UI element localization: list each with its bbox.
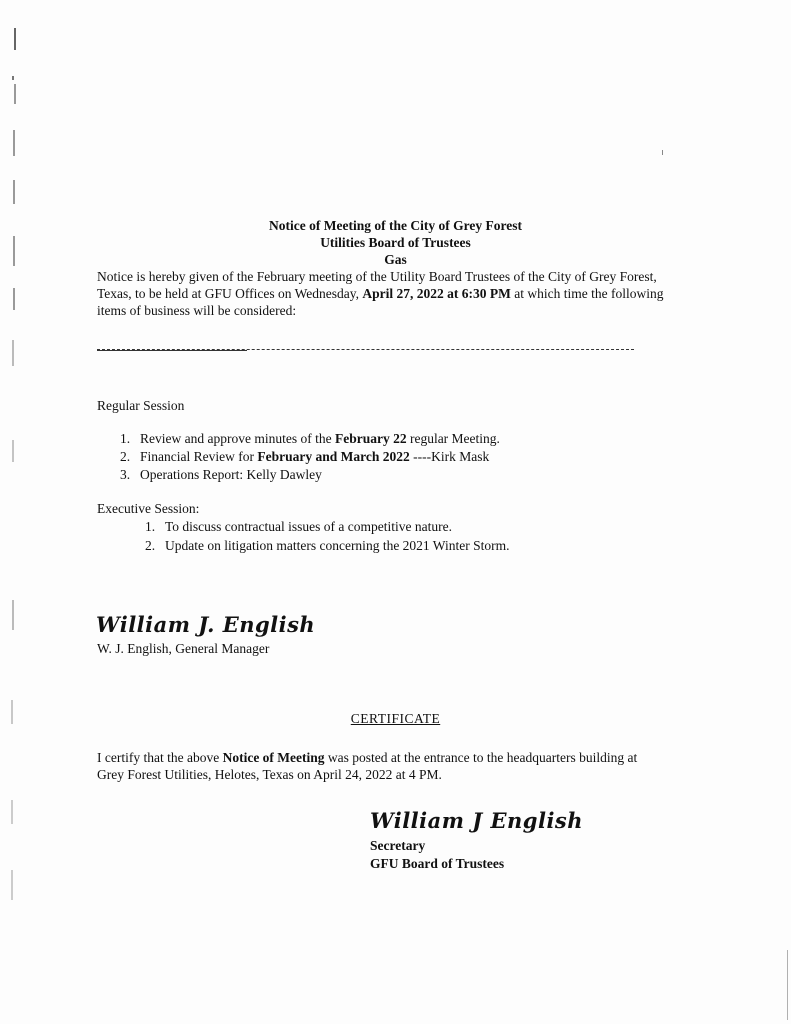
regular-session-heading: Regular Session (97, 398, 185, 413)
item-text: Review and approve minutes of the (140, 431, 335, 446)
manager-signature: William J. English (96, 612, 316, 637)
intro-paragraph (97, 268, 677, 319)
divider-segment (97, 350, 247, 351)
agenda-item (120, 431, 500, 447)
utility-type: Gas (384, 252, 407, 267)
scan-artifact (11, 800, 13, 824)
certificate-text-1: I certify that the above (97, 750, 223, 765)
scan-artifact (12, 600, 14, 630)
item-text: regular Meeting. (406, 431, 500, 446)
certificate-paragraph (97, 749, 667, 783)
item-number: 2. (120, 449, 131, 464)
item-text: To discuss contractual issues of a competitive nature. (165, 519, 452, 534)
item-text: Financial Review for (140, 449, 258, 464)
item-text: ----Kirk Mask (409, 449, 490, 464)
scan-artifact (12, 440, 14, 462)
intro-text-1: Notice is hereby given of the February meeting of the Utility Board Trustees of the City of Grey Forest, Texas, to be held at GFU Offices on Wednesday, (97, 269, 657, 301)
scan-artifact (787, 950, 788, 1020)
scan-artifact (14, 84, 16, 104)
agenda-item (145, 519, 452, 535)
scan-artifact (14, 28, 16, 50)
board-title: Utilities Board of Trustees (320, 235, 471, 250)
meeting-date-time: April 27, 2022 at 6:30 PM (362, 286, 511, 301)
item-bold-text: February and March 2022 (257, 449, 410, 464)
agenda-item (145, 538, 510, 554)
scan-artifact (13, 180, 15, 204)
item-number: 2. (145, 538, 156, 553)
certificate-title: CERTIFICATE (350, 711, 441, 726)
scan-artifact (12, 340, 14, 366)
item-bold-text: February 22 (334, 431, 407, 446)
certificate-bold-text: Notice of Meeting (222, 750, 325, 765)
scan-artifact (13, 288, 15, 310)
manager-name-title: W. J. English, General Manager (97, 641, 270, 656)
intro-text-2: at which time the following items of business will be considered: (97, 286, 664, 318)
item-text: Update on litigation matters concerning the 2021 Winter Storm. (165, 538, 510, 553)
scan-artifact (11, 870, 13, 900)
item-text: Operations Report: Kelly Dawley (140, 467, 322, 482)
item-number: 3. (120, 467, 131, 482)
scan-artifact (662, 150, 663, 155)
agenda-item (120, 449, 489, 465)
certificate-text-2: was posted at the entrance to the headquarters building at Grey Forest Utilities, Helotes, Texas on April 24, 2022 at 4 PM. (97, 750, 638, 782)
executive-session-heading: Executive Session: (97, 501, 200, 516)
notice-title: Notice of Meeting of the City of Grey Forest (269, 218, 522, 233)
scan-artifact (13, 130, 15, 156)
agenda-item (120, 467, 322, 483)
secretary-signature: William J English (370, 808, 584, 833)
secretary-role: Secretary (370, 838, 426, 853)
scan-artifact (12, 76, 14, 80)
item-number: 1. (120, 431, 131, 446)
item-number: 1. (145, 519, 156, 534)
board-name: GFU Board of Trustees (370, 856, 505, 871)
